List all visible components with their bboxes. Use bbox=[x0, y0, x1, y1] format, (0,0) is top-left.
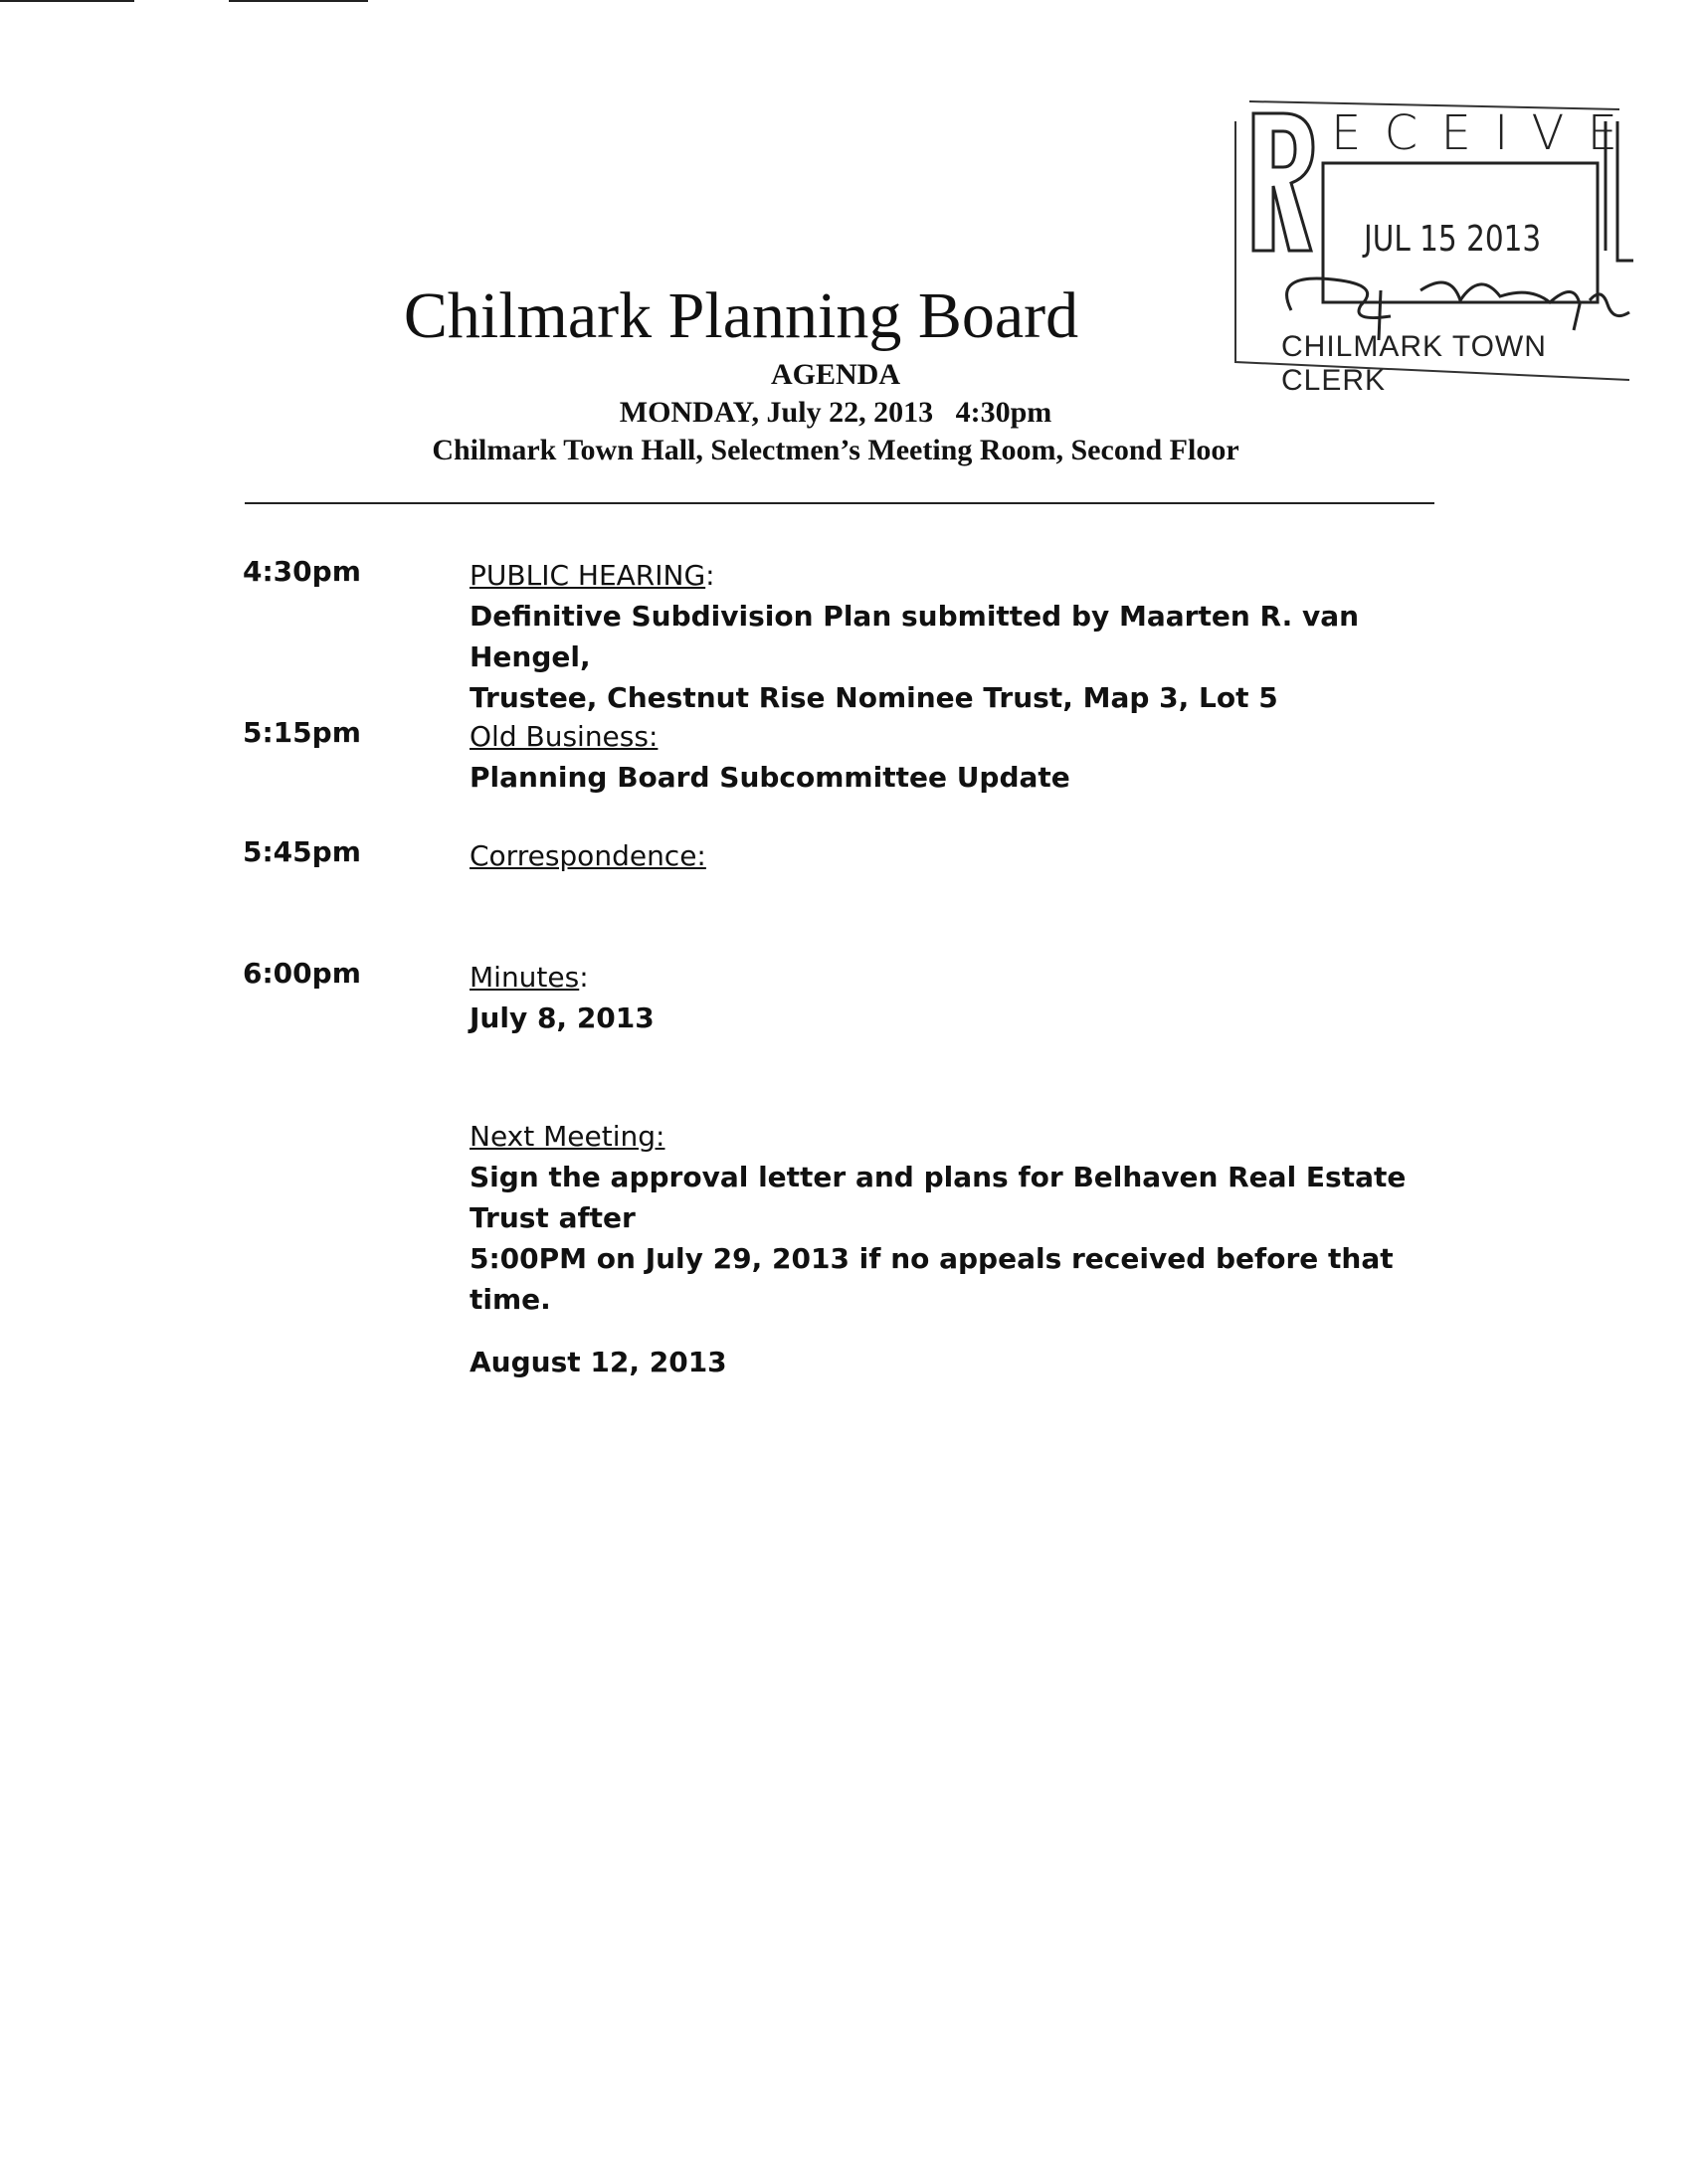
agenda-line: Planning Board Subcommittee Update bbox=[470, 761, 1070, 794]
received-stamp bbox=[1231, 91, 1649, 397]
agenda-body bbox=[470, 1116, 1484, 1382]
agenda-time: 6:00pm bbox=[243, 957, 361, 990]
stamp-letter: E bbox=[1587, 105, 1619, 161]
agenda-line: Sign the approval letter and plans for Belhaven Real Estate Trust after bbox=[470, 1161, 1407, 1234]
agenda-time: 5:45pm bbox=[243, 835, 361, 868]
agenda-body bbox=[470, 835, 1484, 876]
agenda-body bbox=[470, 716, 1484, 798]
header-divider bbox=[245, 502, 1434, 504]
agenda-time: 4:30pm bbox=[243, 555, 361, 588]
agenda-line: Trustee, Chestnut Rise Nominee Trust, Map 3, Lot 5 bbox=[470, 681, 1278, 714]
scan-edge-mark bbox=[229, 0, 368, 2]
stamp-received-letters bbox=[1331, 105, 1619, 161]
stamp-letter: C bbox=[1384, 105, 1420, 161]
agenda-heading-colon: : bbox=[705, 559, 715, 592]
agenda-body bbox=[470, 555, 1484, 718]
stamp-letter: E bbox=[1331, 105, 1364, 161]
agenda-line: 5:00PM on July 29, 2013 if no appeals received before that time. bbox=[470, 1242, 1394, 1316]
agenda-label: AGENDA bbox=[770, 358, 900, 391]
next-meeting-date: August 12, 2013 bbox=[470, 1346, 727, 1378]
agenda-time: 5:15pm bbox=[243, 716, 361, 749]
agenda-heading: Minutes bbox=[470, 961, 580, 994]
agenda-heading: Correspondence: bbox=[470, 839, 706, 872]
stamp-clerk: CHILMARK TOWN CLERK bbox=[1281, 330, 1547, 397]
stamp-date: JUL 15 2013 bbox=[1364, 219, 1542, 260]
meeting-location: Chilmark Town Hall, Selectmen’s Meeting Room, Second Floor bbox=[432, 434, 1239, 466]
meeting-date: MONDAY, July 22, 2013 4:30pm bbox=[619, 396, 1052, 429]
agenda-body bbox=[470, 957, 1484, 1038]
stamp-letter: I bbox=[1494, 105, 1511, 161]
page-title: Chilmark Planning Board bbox=[403, 279, 1079, 352]
agenda-heading: Next Meeting: bbox=[470, 1120, 665, 1153]
agenda-heading: Old Business: bbox=[470, 720, 659, 753]
stamp-letter: V bbox=[1531, 105, 1567, 161]
agenda-line: July 8, 2013 bbox=[470, 1001, 655, 1034]
stamp-letter: E bbox=[1440, 105, 1473, 161]
agenda-heading-colon: : bbox=[579, 961, 589, 994]
agenda-heading: PUBLIC HEARING bbox=[470, 559, 706, 592]
agenda-line: Definitive Subdivision Plan submitted by Maarten R. van Hengel, bbox=[470, 600, 1360, 673]
scan-edge-mark bbox=[0, 0, 134, 2]
